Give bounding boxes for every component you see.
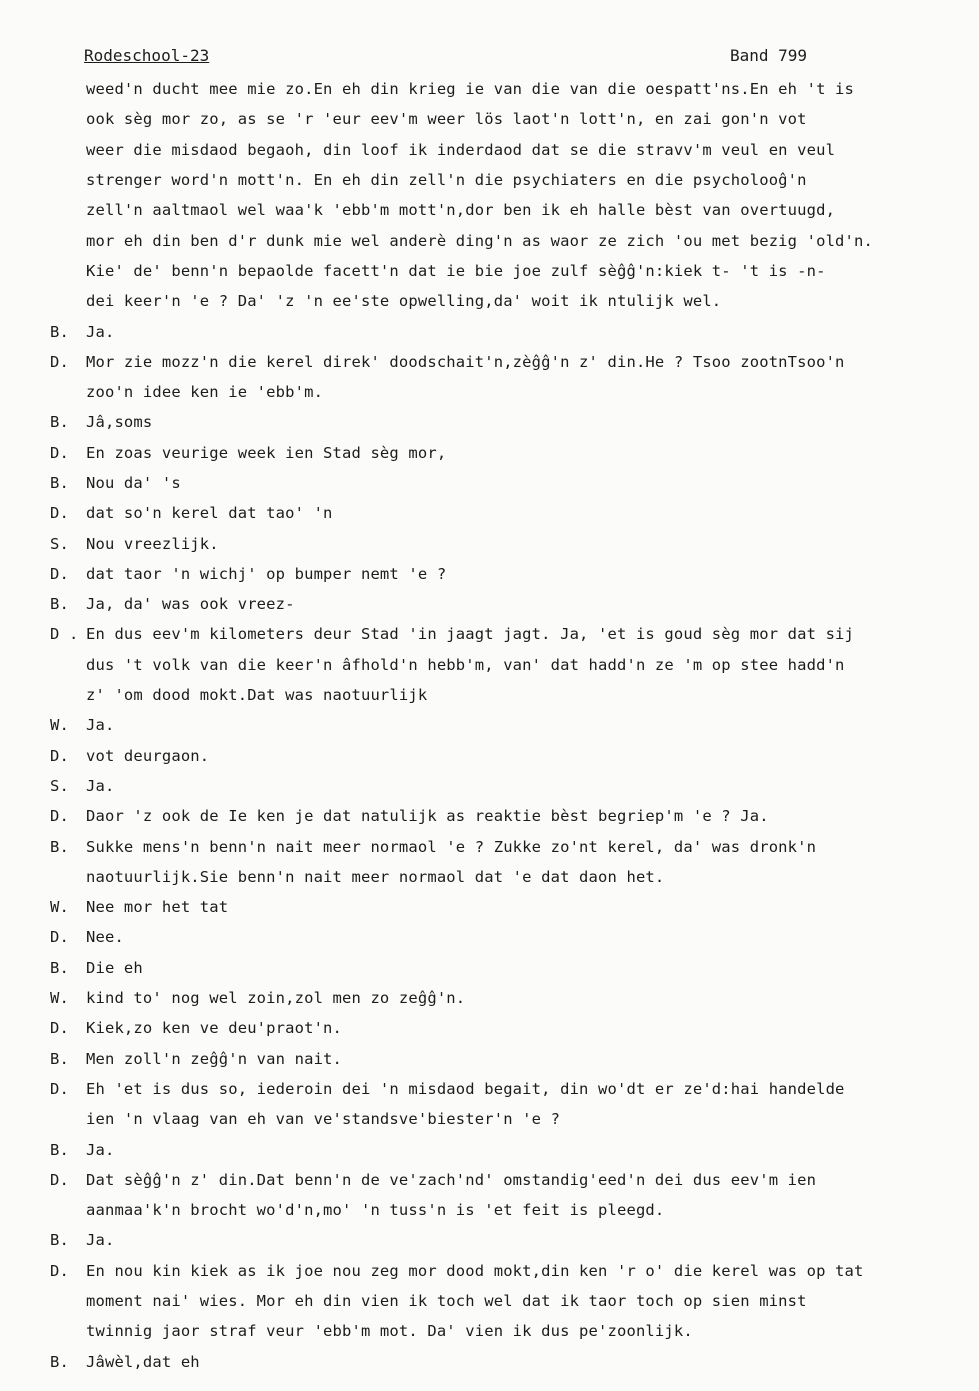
line-text: Ja, da' was ook vreez- (86, 595, 295, 614)
document-title: Rodeschool-23 (84, 46, 210, 65)
line-text: moment nai' wies. Mor eh din vien ik toch wel dat ik taor toch op sien minst (86, 1292, 807, 1311)
transcript-line (50, 559, 970, 589)
line-text: En nou kin kiek as ik joe nou zeg mor dood mokt,din ken 'r o' die kerel was op tat (86, 1261, 864, 1280)
speaker-label: D. (50, 564, 69, 583)
speaker-label: S. (50, 776, 69, 795)
band-number: Band 799 (730, 46, 808, 65)
transcript-line (50, 922, 970, 952)
transcript-line (50, 1286, 970, 1316)
line-text: dei keer'n 'e ? Da' 'z 'n ee'ste opwelling,da' woit ik ntulijk wel. (86, 292, 722, 311)
transcript-line (50, 1346, 970, 1376)
line-text: Ja. (86, 776, 115, 795)
transcript-line (50, 468, 970, 498)
line-text: Jâ,soms (86, 413, 153, 432)
line-text: dat taor 'n wichj' op bumper nemt 'e ? (86, 564, 447, 583)
line-text: Ja. (86, 1231, 115, 1250)
speaker-label: D. (50, 1261, 69, 1280)
speaker-label: B. (50, 837, 69, 856)
transcript-line (50, 892, 970, 922)
transcript-line (50, 1225, 970, 1255)
transcript-line (50, 953, 970, 983)
line-text: Ja. (86, 322, 115, 341)
speaker-label: B. (50, 595, 69, 614)
line-text: Jâwèl,dat eh (86, 1352, 200, 1371)
line-text: Eh 'et is dus so, iederoin dei 'n misdaod begait, din wo'dt er ze'd:hai handelde (86, 1079, 845, 1098)
transcript-line (50, 528, 970, 558)
line-text: Dat sèĝĝ'n z' din.Dat benn'n de ve'zach'nd' omstandig'eed'n dei dus eev'm ien (86, 1170, 817, 1189)
transcript-line (50, 1316, 970, 1346)
line-text: Sukke mens'n benn'n nait meer normaol 'e ? Zukke zo'nt kerel, da' was dronk'n (86, 837, 817, 856)
transcript-line (50, 1165, 970, 1195)
speaker-label: W. (50, 716, 69, 735)
speaker-label: W. (50, 989, 69, 1008)
speaker-label: D. (50, 746, 69, 765)
transcript-line (50, 1044, 970, 1074)
transcript-line (50, 1104, 970, 1134)
line-text: vot deurgaon. (86, 746, 210, 765)
transcript-line (50, 680, 970, 710)
line-text: En zoas veurige week ien Stad sèg mor, (86, 443, 447, 462)
transcript-line (50, 135, 970, 165)
line-text: Kie' de' benn'n bepaolde facett'n dat ie bie joe zulf sèĝĝ'n:kiek t- 't is -n- (86, 261, 826, 280)
speaker-label: D. (50, 504, 69, 523)
transcript-line (50, 1074, 970, 1104)
line-text: Daor 'z ook de Ie ken je dat natulijk as reaktie bèst begriep'm 'e ? Ja. (86, 807, 769, 826)
line-text: Nou vreezlijk. (86, 534, 219, 553)
transcript-line (50, 195, 970, 225)
line-text: Ja. (86, 716, 115, 735)
transcript-line (50, 104, 970, 134)
line-text: Ja. (86, 1140, 115, 1159)
transcript-line (50, 771, 970, 801)
transcript-line (50, 165, 970, 195)
transcript-line (50, 286, 970, 316)
transcript-line (50, 1256, 970, 1286)
line-text: z' 'om dood mokt.Dat was naotuurlijk (86, 686, 428, 705)
speaker-label: D. (50, 928, 69, 947)
transcript-line (50, 1134, 970, 1164)
transcript-line (50, 1013, 970, 1043)
line-text: weed'n ducht mee mie zo.En eh din krieg ie van die van die oespatt'ns.En eh 't is (86, 80, 855, 99)
line-text: En dus eev'm kilometers deur Stad 'in jaagt jagt. Ja, 'et is goud sèg mor dat sij (86, 625, 855, 644)
transcript-line (50, 498, 970, 528)
transcript-line (50, 801, 970, 831)
speaker-label: D . (50, 625, 79, 644)
speaker-label: B. (50, 322, 69, 341)
speaker-label: B. (50, 1140, 69, 1159)
speaker-label: D. (50, 443, 69, 462)
transcript-line (50, 316, 970, 346)
transcript-body (50, 74, 970, 1377)
speaker-label: B. (50, 1049, 69, 1068)
line-text: Die eh (86, 958, 143, 977)
transcript-line (50, 377, 970, 407)
line-text: kind to' nog wel zoin,zol men zo zeĝĝ'n. (86, 989, 466, 1008)
speaker-label: D. (50, 1019, 69, 1038)
speaker-label: B. (50, 1352, 69, 1371)
line-text: Kiek,zo ken ve deu'praot'n. (86, 1019, 343, 1038)
line-text: zoo'n idee ken ie 'ebb'm. (86, 383, 324, 402)
line-text: Nee mor het tat (86, 898, 229, 917)
transcript-line (50, 650, 970, 680)
line-text: strenger word'n mott'n. En eh din zell'n die psychiaters en die psycholooĝ'n (86, 171, 807, 190)
line-text: twinnig jaor straf veur 'ebb'm mot. Da' vien ik dus pe'zoonlijk. (86, 1322, 693, 1341)
line-text: zell'n aaltmaol wel waa'k 'ebb'm mott'n,dor ben ik eh halle bèst van overtuugd, (86, 201, 836, 220)
transcript-line (50, 619, 970, 649)
speaker-label: D. (50, 352, 69, 371)
transcript-line (50, 74, 970, 104)
line-text: weer die misdaod begaoh, din loof ik inderdaod dat se die stravv'm veul en veul (86, 140, 836, 159)
speaker-label: D. (50, 1079, 69, 1098)
speaker-label: B. (50, 413, 69, 432)
speaker-label: B. (50, 474, 69, 492)
transcript-line (50, 347, 970, 377)
transcript-line (50, 407, 970, 437)
transcript-line (50, 862, 970, 892)
transcript-line (50, 710, 970, 740)
speaker-label: D. (50, 807, 69, 826)
speaker-label: S. (50, 534, 69, 553)
line-text: mor eh din ben d'r dunk mie wel anderè ding'n as waor ze zich 'ou met bezig 'old'n. (86, 231, 873, 250)
speaker-label: B. (50, 1231, 69, 1250)
speaker-label: W. (50, 898, 69, 917)
line-text: Nou da' 's (86, 474, 181, 492)
transcript-line (50, 1195, 970, 1225)
line-text: aanmaa'k'n brocht wo'd'n,mo' 'n tuss'n is 'et feit is pleegd. (86, 1201, 665, 1220)
line-text: dat so'n kerel dat tao' 'n (86, 504, 333, 523)
line-text: ien 'n vlaag van eh van ve'standsve'biester'n 'e ? (86, 1110, 561, 1129)
transcript-line (50, 741, 970, 771)
line-text: dus 't volk van die keer'n âfhold'n hebb'm, van' dat hadd'n ze 'm op stee hadd'n (86, 655, 845, 674)
transcript-line (50, 225, 970, 255)
speaker-label: D. (50, 1170, 69, 1189)
transcript-line (50, 831, 970, 861)
line-text: naotuurlijk.Sie benn'n nait meer normaol dat 'e dat daon het. (86, 867, 665, 886)
line-text: ook sèg mor zo, as se 'r 'eur eev'm weer lös laot'n lott'n, en zai gon'n vot (86, 110, 807, 129)
transcript-line (50, 256, 970, 286)
transcript-line (50, 438, 970, 468)
line-text: Men zoll'n zeĝĝ'n van nait. (86, 1049, 343, 1068)
transcript-line (50, 983, 970, 1013)
speaker-label: B. (50, 958, 69, 977)
transcript-line (50, 589, 970, 619)
line-text: Nee. (86, 928, 124, 947)
line-text: Mor zie mozz'n die kerel direk' doodschait'n,zèĝĝ'n z' din.He ? Tsoo zootnTsoo'n (86, 352, 845, 371)
